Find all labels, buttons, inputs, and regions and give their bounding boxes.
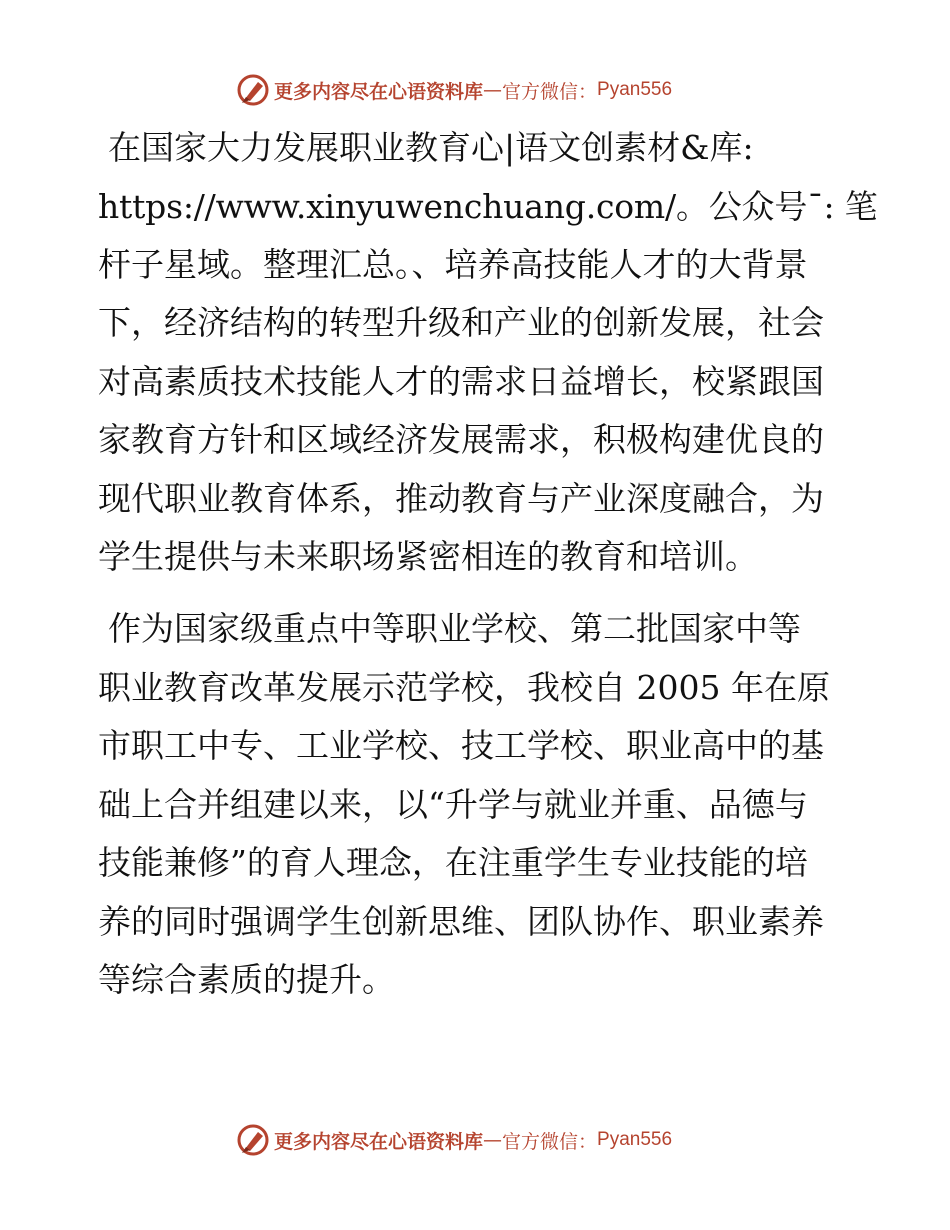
paragraph-2-line-3: 市职工中专、工业学校、技工学校、职业高中的基 — [98, 726, 824, 765]
paragraph-1-line-5: 对高素质技术技能人才的需求日益增长，校紧跟国 — [98, 362, 824, 401]
banner-wechat-label: 官方微信 — [502, 1130, 579, 1153]
banner-colon: ： — [578, 80, 598, 103]
paragraph-2-line-2: 职业教育改革发展示范学校，我校自 2005 年在原 — [98, 668, 830, 707]
paragraph-2-line-1: 作为国家级重点中等职业学校、第二批国家中等 — [108, 609, 801, 648]
paragraph-1-line-7: 现代职业教育体系，推动教育与产业深度融合，为 — [98, 479, 824, 518]
paragraph-2-line-6: 养的同时强调学生创新思维、团队协作、职业素养 — [98, 902, 824, 941]
paragraph-1-line-1: 在国家大力发展职业教育心|语文创素材&库: — [108, 128, 754, 167]
banner-dash: — — [483, 1129, 503, 1151]
paragraph-2-line-4: 础上合并组建以来，以“升学与就业并重、品德与 — [98, 785, 808, 824]
paragraph-2-line-7: 等综合素质的提升。 — [98, 960, 395, 999]
banner-wechat-label: 官方微信 — [502, 80, 579, 103]
paragraph-1-line-6: 家教育方针和区域经济发展需求，积极构建优良的 — [98, 420, 824, 459]
banner-site-text: 更多内容尽在心语资料库 — [274, 80, 484, 103]
banner-wechat-id: Pyan556 — [597, 1129, 673, 1150]
footer-banner — [236, 1122, 672, 1158]
pen-nib-logo-icon — [236, 73, 270, 107]
banner-site-text: 更多内容尽在心语资料库 — [274, 1130, 484, 1153]
paragraph-2-line-5: 技能兼修”的育人理念，在注重学生专业技能的培 — [98, 843, 808, 882]
banner-colon: ： — [578, 1130, 598, 1153]
paragraph-1-line-8: 学生提供与未来职场紧密相连的教育和培训。 — [98, 537, 758, 576]
banner-dash: — — [483, 79, 503, 101]
paragraph-1-line-2: https://www.xinyuwenchuang.com/。公众号¯: 笔 — [98, 187, 878, 226]
paragraph-1-line-4: 下，经济结构的转型升级和产业的创新发展，社会 — [98, 303, 824, 342]
pen-nib-logo-icon — [236, 1123, 270, 1157]
banner-wechat-id: Pyan556 — [597, 79, 673, 100]
paragraph-1-line-3: 杆子星域。整理汇总。、培养高技能人才的大背景 — [98, 245, 808, 284]
header-banner — [236, 72, 672, 108]
